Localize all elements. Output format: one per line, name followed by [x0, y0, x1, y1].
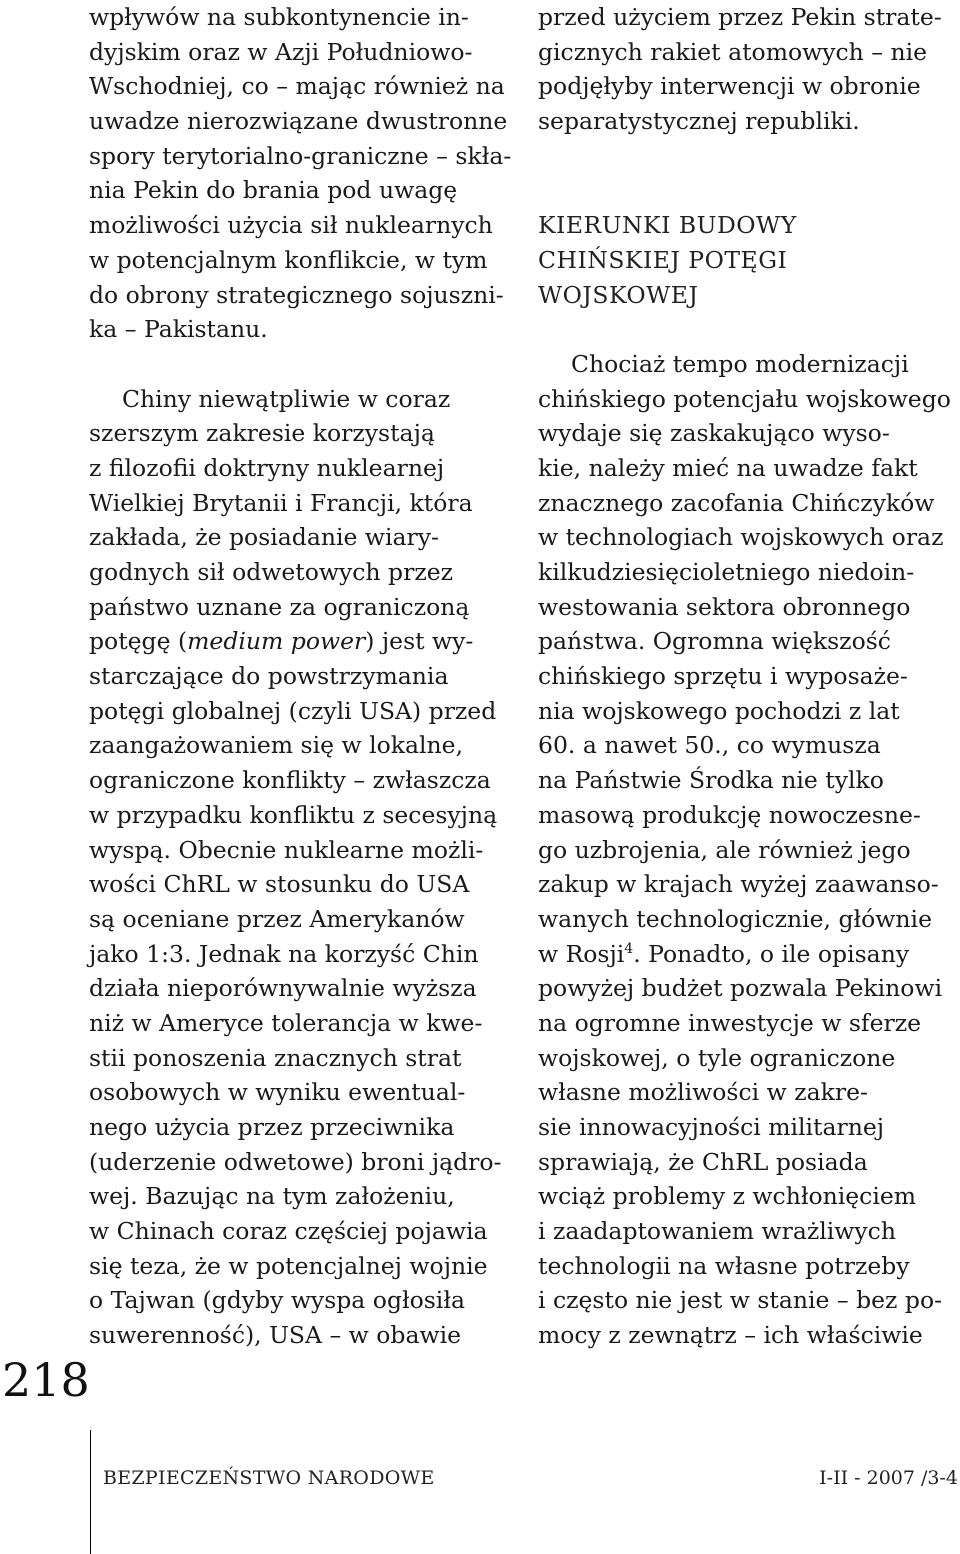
text-line: go uzbrojenia, ale również jego: [538, 835, 911, 864]
italic-term: medium power: [187, 627, 366, 656]
text-line: sprawiają, że ChRL posiada: [538, 1147, 868, 1176]
text-line: wciąż problemy z wchłonięciem: [538, 1182, 917, 1211]
heading-line: KIERUNKI BUDOWY: [538, 211, 797, 240]
text-line: [89, 624, 509, 659]
text-line: Chiny niewątpliwie w coraz: [122, 384, 451, 413]
footer-issue-number: I-II - 2007 /3-4: [819, 1467, 958, 1489]
text-line: są oceniane przez Amerykanów: [89, 904, 465, 933]
text-line: ka – Pakistanu.: [89, 315, 268, 344]
text-line: nia Pekin do brania pod uwagę: [89, 176, 458, 205]
text-line: Chociaż tempo modernizacji: [571, 349, 909, 378]
text-line: technologii na własne potrzeby: [538, 1251, 910, 1280]
text-line: w potencjalnym konflikcie, w tym: [89, 245, 488, 274]
text-line: własne możliwości w zakre-: [538, 1078, 868, 1107]
paragraph-left-1: [89, 0, 512, 347]
text-line: w Chinach coraz częściej pojawia: [89, 1217, 488, 1246]
text-line: nia wojskowego pochodzi z lat: [538, 696, 900, 725]
paragraph-left-2: [89, 382, 509, 1353]
text-line: chińskiego potencjału wojskowego: [538, 384, 951, 413]
text-line: w technologiach wojskowych oraz: [538, 523, 944, 552]
paragraph-right-1: [538, 0, 960, 139]
text-line: wanych technologicznie, głównie: [538, 904, 932, 933]
text-line: zakłada, że posiadanie wiary-: [89, 523, 439, 552]
text-line: (uderzenie odwetowe) broni jądro-: [89, 1147, 502, 1176]
text-line: westowania sektora obronnego: [538, 592, 911, 621]
text-line: zakup w krajach wyżej zaawanso-: [538, 870, 939, 899]
text-line: działa nieporównywalnie wyższa: [89, 974, 477, 1003]
paragraph-gap: [538, 139, 960, 174]
text-line: kie, należy mieć na uwadze fakt: [538, 453, 918, 482]
text-line: się teza, że w potencjalnej wojnie: [89, 1251, 488, 1280]
text-line: nego użycia przez przeciwnika: [89, 1113, 455, 1141]
section-heading: [538, 208, 960, 312]
text-line: państwo uznane za ograniczoną: [89, 592, 470, 621]
text-line: separatystycznej republiki.: [538, 107, 860, 136]
text-line: godnych sił odwetowych przez: [89, 558, 453, 586]
text-line: w przypadku konfliktu z secesyjną: [89, 800, 498, 829]
text-line: wydaje się zaskakująco wyso-: [538, 419, 890, 448]
paragraph-gap: [89, 347, 509, 382]
text-line: znacznego zacofania Chińczyków: [538, 488, 935, 517]
text-line: na ogromne inwestycje w sferze: [538, 1008, 922, 1037]
text-line: spory terytorialno-graniczne – skła-: [89, 141, 512, 170]
footnote-marker: 4: [624, 940, 634, 957]
text-segment: ) jest wy-: [365, 627, 474, 656]
text-segment: w Rosji: [538, 939, 625, 968]
right-column: [538, 0, 960, 1353]
text-line: wpływów na subkontynencie in-: [89, 3, 469, 31]
text-segment: potęgę (: [89, 627, 188, 656]
text-line: chińskiego sprzętu i wyposaże-: [538, 662, 908, 691]
text-line: masową produkcję nowoczesne-: [538, 800, 921, 829]
text-line: wości ChRL w stosunku do USA: [89, 870, 470, 899]
text-line: podjęłyby interwencji w obronie: [538, 72, 921, 101]
text-line: potęgi globalnej (czyli USA) przed: [89, 696, 497, 725]
text-line: gicznych rakiet atomowych – nie: [538, 37, 928, 66]
text-line: wej. Bazując na tym założeniu,: [89, 1182, 455, 1211]
text-line: Wschodniej, co – mając również na: [89, 72, 505, 101]
footer-divider: [90, 1430, 91, 1554]
heading-line: WOJSKOWEJ: [538, 280, 699, 309]
text-line: przed użyciem przez Pekin strate-: [538, 3, 942, 31]
text-line: suwerenność), USA – w obawie: [89, 1321, 461, 1350]
text-line: starczające do powstrzymania: [89, 662, 449, 691]
text-line: o Tajwan (gdyby wyspa ogłosiła: [89, 1286, 465, 1315]
left-column: [89, 0, 512, 1353]
text-line: mocy z zewnątrz – ich właściwie: [538, 1321, 923, 1350]
page-number: 218: [2, 1353, 90, 1407]
text-line: i często nie jest w stanie – bez po-: [538, 1286, 943, 1315]
text-line: Wielkiej Brytanii i Francji, która: [89, 488, 473, 517]
text-segment: . Ponadto, o ile opisany: [633, 939, 910, 968]
text-line: niż w Ameryce tolerancja w kwe-: [89, 1008, 483, 1037]
text-line: do obrony strategicznego sojuszni-: [89, 280, 504, 309]
paragraph-gap: [538, 312, 960, 347]
paragraph-right-2: [538, 347, 960, 1353]
text-line: osobowych w wyniku ewentual-: [89, 1078, 466, 1107]
text-line: i zaadaptowaniem wrażliwych: [538, 1217, 896, 1246]
text-line: z filozofii doktryny nuklearnej: [89, 453, 445, 482]
text-line: wojskowej, o tyle ograniczone: [538, 1043, 896, 1072]
text-line: zaangażowaniem się w lokalne,: [89, 731, 464, 760]
text-line: sie innowacyjności militarnej: [538, 1113, 885, 1141]
text-line: szerszym zakresie korzystają: [89, 419, 435, 448]
footer-journal-title: BEZPIECZEŃSTWO NARODOWE: [103, 1467, 435, 1489]
text-line: stii ponoszenia znacznych strat: [89, 1043, 462, 1072]
text-line: dyjskim oraz w Azji Południowo-: [89, 37, 473, 66]
text-line: wyspą. Obecnie nuklearne możli-: [89, 835, 484, 864]
text-line: na Państwie Środka nie tylko: [538, 766, 884, 795]
heading-line: CHIŃSKIEJ POTĘGI: [538, 245, 788, 274]
text-line: uwadze nierozwiązane dwustronne: [89, 107, 508, 136]
text-line: [538, 937, 960, 972]
text-line: 60. a nawet 50., co wymusza: [538, 731, 881, 760]
text-line: ograniczone konflikty – zwłaszcza: [89, 766, 491, 795]
text-line: możliwości użycia sił nuklearnych: [89, 211, 493, 240]
text-line: kilkudziesięcioletniego niedoin-: [538, 558, 915, 586]
paragraph-gap: [538, 173, 960, 208]
text-line: powyżej budżet pozwala Pekinowi: [538, 974, 943, 1003]
text-line: państwa. Ogromna większość: [538, 627, 891, 656]
text-line: jako 1:3. Jednak na korzyść Chin: [89, 939, 479, 968]
